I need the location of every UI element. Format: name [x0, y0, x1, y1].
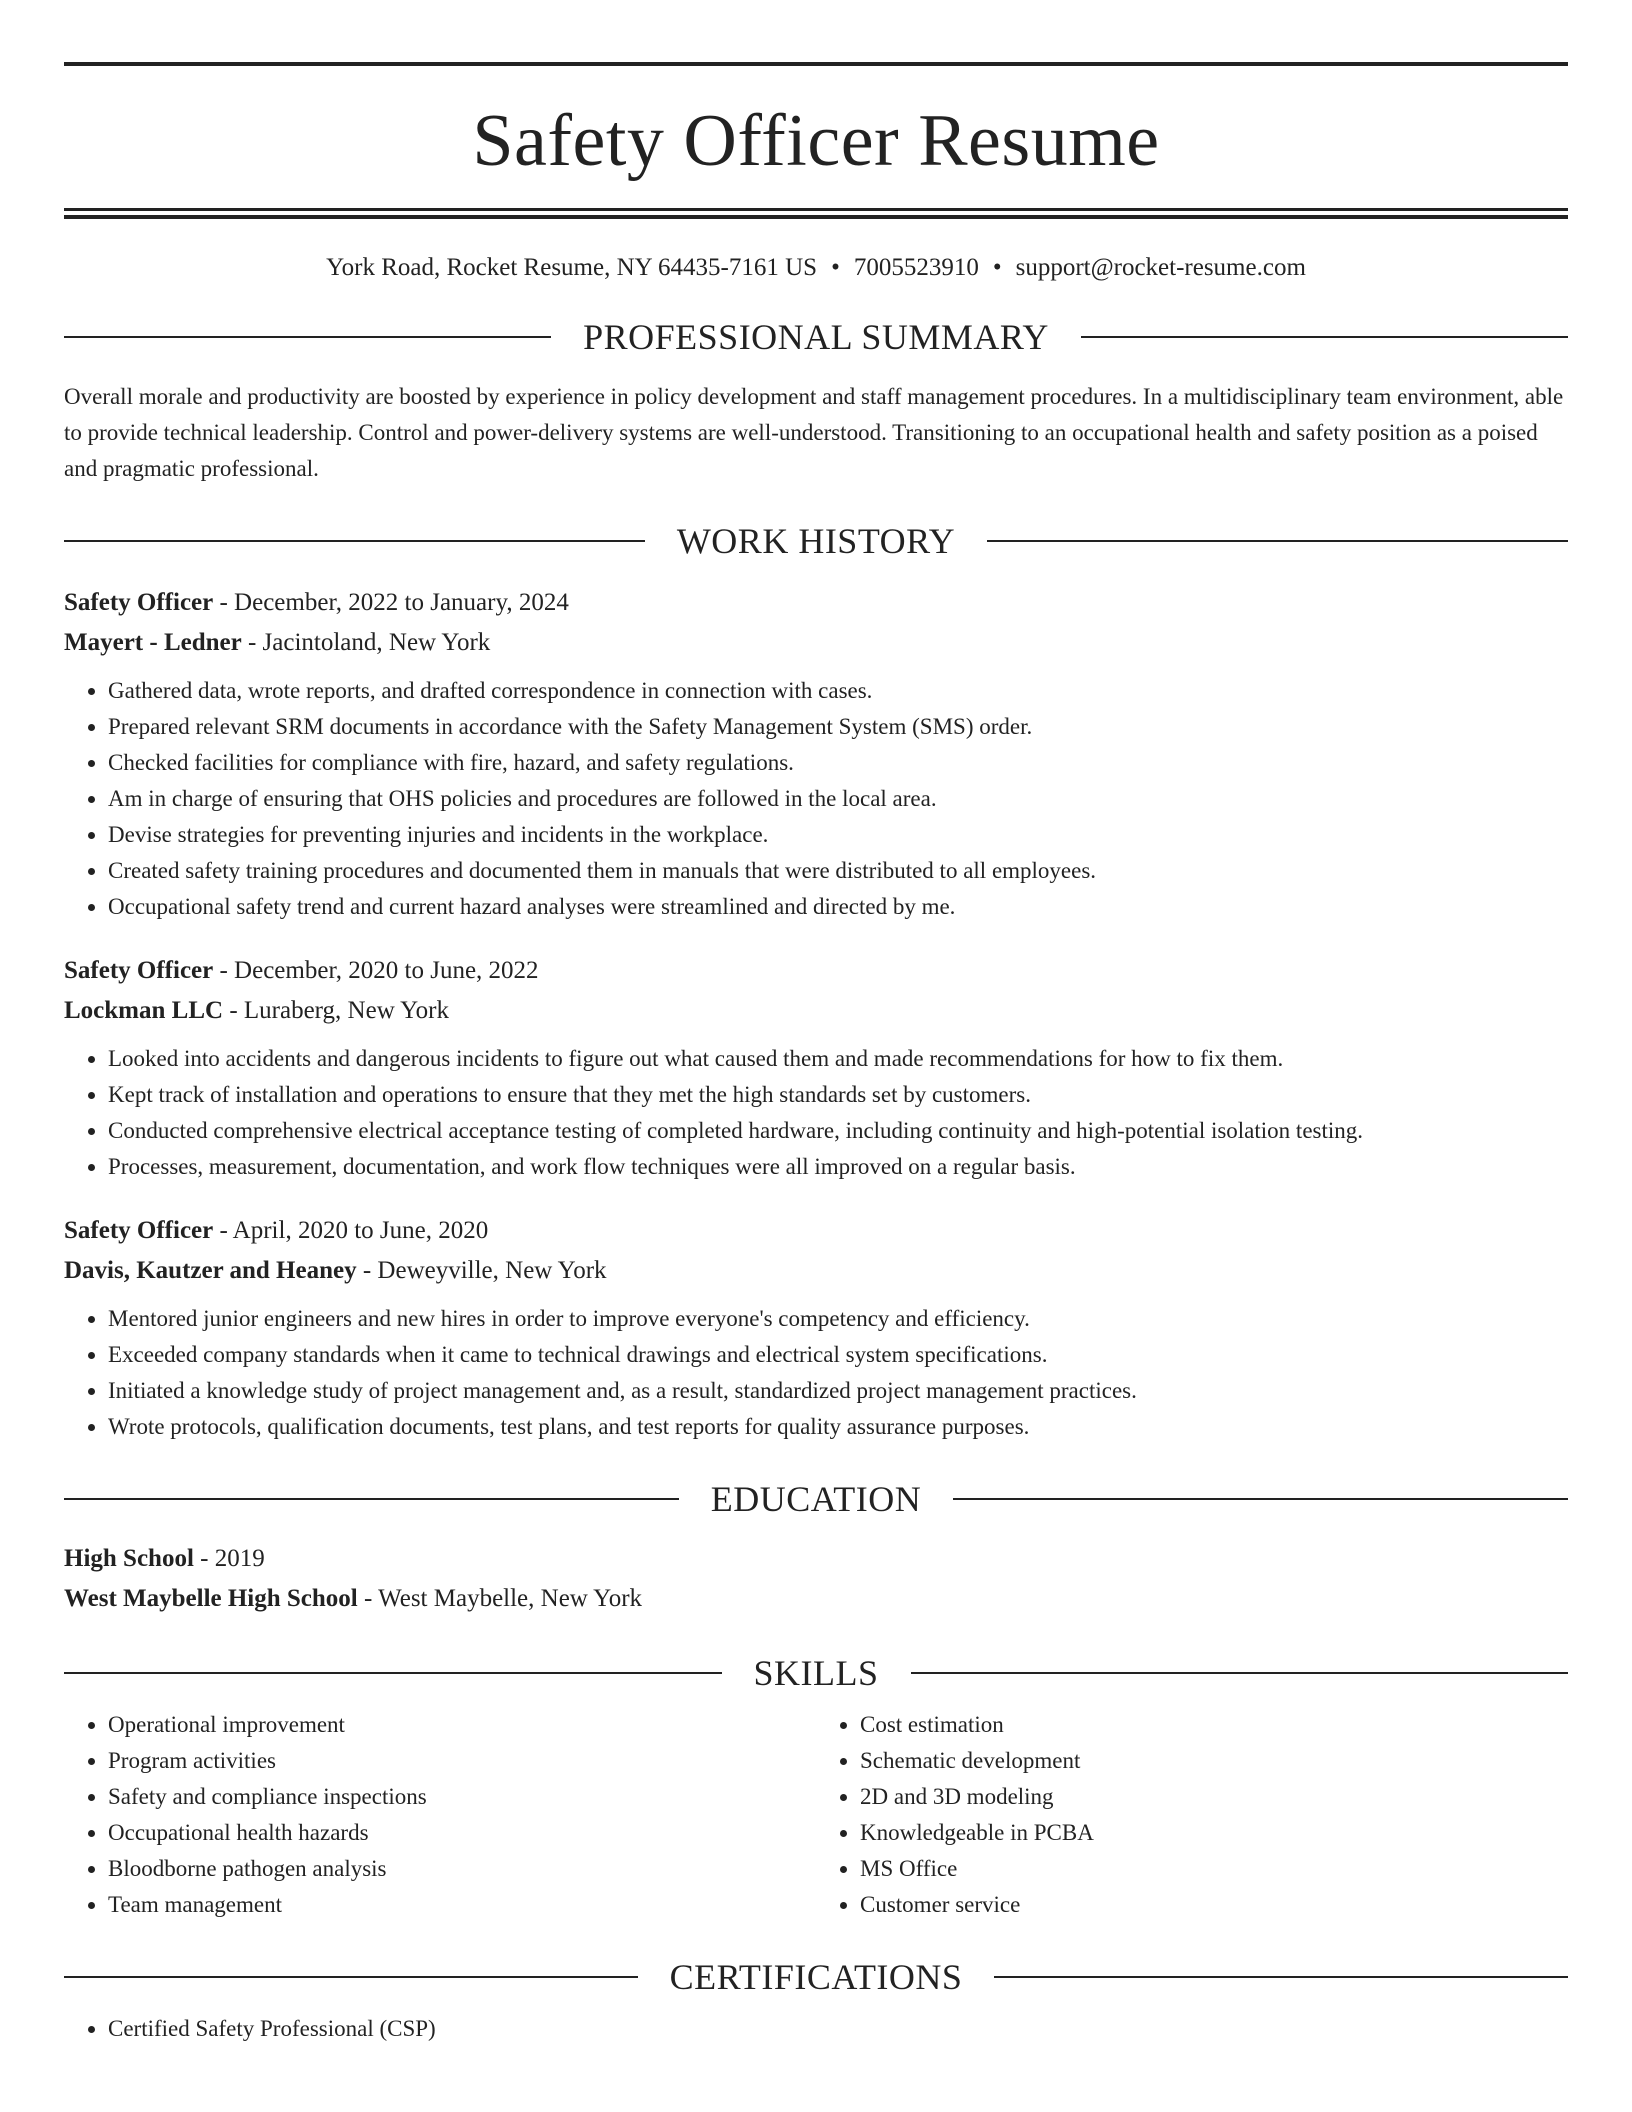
- divider-line: [953, 1498, 1568, 1500]
- section-title: EDUCATION: [710, 1479, 922, 1519]
- job-entry: [64, 583, 1568, 925]
- education-school: West Maybelle High School: [64, 1585, 358, 1612]
- section-header-skills: [64, 1655, 1568, 1691]
- list-item: • Prepared relevant SRM documents in accordance with the Safety Management System (SMS) order.: [108, 709, 1568, 745]
- contact-separator: •: [831, 254, 840, 281]
- job-company-line: [64, 1251, 1568, 1291]
- work-history: [64, 583, 1568, 1445]
- list-item: • Cost estimation: [860, 1707, 1568, 1743]
- job-company: Lockman LLC: [64, 997, 224, 1024]
- list-item: • Am in charge of ensuring that OHS policies and procedures are followed in the local area.: [108, 781, 1568, 817]
- divider-line: [64, 1672, 722, 1674]
- job-company-line: [64, 991, 1568, 1031]
- education-degree-line: [64, 1539, 1568, 1579]
- section-title: WORK HISTORY: [676, 521, 956, 561]
- job-location: - Deweyville, New York: [356, 1257, 607, 1284]
- section-header-summary: [64, 319, 1568, 355]
- divider-line: [994, 1976, 1568, 1978]
- certifications-list: [64, 2011, 1568, 2047]
- contact-line: [64, 253, 1568, 283]
- education-school-line: [64, 1579, 1568, 1619]
- list-item: • Created safety training procedures and documented them in manuals that were distributed to all employees.: [108, 853, 1568, 889]
- title-double-rule: [64, 208, 1568, 219]
- list-item: • Operational improvement: [108, 1707, 816, 1743]
- list-item: • 2D and 3D modeling: [860, 1779, 1568, 1815]
- job-bullets: [64, 1301, 1568, 1445]
- skills-column-right: [816, 1707, 1568, 1923]
- contact-phone: 7005523910: [853, 254, 979, 281]
- page-title: Safety Officer Resume: [472, 100, 1160, 182]
- divider-line: [911, 1672, 1569, 1674]
- list-item: • Exceeded company standards when it came to technical drawings and electrical system specifications.: [108, 1337, 1568, 1373]
- education-entry: [64, 1539, 1568, 1619]
- job-title-line: [64, 583, 1568, 623]
- section-header-work: [64, 523, 1568, 559]
- section-header-certifications: [64, 1959, 1568, 1995]
- list-item: • Conducted comprehensive electrical acceptance testing of completed hardware, including continuity and high-potential isolation testing.: [108, 1113, 1568, 1149]
- list-item: • MS Office: [860, 1851, 1568, 1887]
- section-header-education: [64, 1481, 1568, 1517]
- list-item: • Mentored junior engineers and new hires in order to improve everyone's competency and efficiency.: [108, 1301, 1568, 1337]
- job-location: - Luraberg, New York: [223, 997, 449, 1024]
- list-item: • Bloodborne pathogen analysis: [108, 1851, 816, 1887]
- list-item: • Occupational safety trend and current hazard analyses were streamlined and directed by me.: [108, 889, 1568, 925]
- job-entry: [64, 951, 1568, 1185]
- contact-separator: •: [992, 254, 1002, 281]
- job-dates: - December, 2020 to June, 2022: [213, 957, 539, 984]
- list-item: • Devise strategies for preventing injuries and incidents in the workplace.: [108, 817, 1568, 853]
- job-company: Davis, Kautzer and Heaney: [64, 1257, 357, 1284]
- list-item: • Wrote protocols, qualification documents, test plans, and test reports for quality assurance purposes.: [108, 1409, 1568, 1445]
- divider-line: [64, 1498, 679, 1500]
- job-title-line: [64, 951, 1568, 991]
- divider-line: [64, 1976, 638, 1978]
- divider-line: [64, 540, 645, 542]
- list-item: • Looked into accidents and dangerous incidents to figure out what caused them and made recommendations for how to fix them.: [108, 1041, 1568, 1077]
- job-location: - Jacintoland, New York: [241, 629, 491, 656]
- job-bullets: [64, 1041, 1568, 1185]
- list-item: • Certified Safety Professional (CSP): [108, 2011, 1568, 2047]
- divider-line: [64, 336, 551, 338]
- list-item: • Processes, measurement, documentation, and work flow techniques were all improved on a regular basis.: [108, 1149, 1568, 1185]
- contact-email: support@rocket-resume.com: [1015, 254, 1306, 281]
- list-item: • Safety and compliance inspections: [108, 1779, 816, 1815]
- list-item: • Schematic development: [860, 1743, 1568, 1779]
- list-item: • Occupational health hazards: [108, 1815, 816, 1851]
- job-dates: - December, 2022 to January, 2024: [213, 589, 569, 616]
- divider-line: [1081, 336, 1568, 338]
- job-title: Safety Officer: [64, 957, 214, 984]
- education-degree: High School: [64, 1545, 194, 1572]
- summary-text: Overall morale and productivity are boosted by experience in policy development and staff management procedures. In a multidisciplinary team environment, able to provide technical leadership. Control and power-delivery systems are well-understood. Transitioning to an occupational health and safety position as a poised and pragmatic professional.: [64, 384, 1564, 481]
- skills-list: [64, 1707, 1568, 1923]
- education-location: - West Maybelle, New York: [357, 1585, 643, 1612]
- job-entry: [64, 1211, 1568, 1445]
- list-item: • Team management: [108, 1887, 816, 1923]
- list-item: • Gathered data, wrote reports, and drafted correspondence in connection with cases.: [108, 673, 1568, 709]
- job-dates: - April, 2020 to June, 2020: [213, 1217, 489, 1244]
- education-year: - 2019: [193, 1545, 265, 1572]
- divider-line: [987, 540, 1568, 542]
- section-title: CERTIFICATIONS: [669, 1957, 963, 1997]
- job-title: Safety Officer: [64, 1217, 214, 1244]
- list-item: • Program activities: [108, 1743, 816, 1779]
- list-item: • Knowledgeable in PCBA: [860, 1815, 1568, 1851]
- section-title: SKILLS: [753, 1653, 879, 1693]
- section-title: PROFESSIONAL SUMMARY: [583, 317, 1049, 357]
- job-company: Mayert - Ledner: [64, 629, 242, 656]
- list-item: • Checked facilities for compliance with fire, hazard, and safety regulations.: [108, 745, 1568, 781]
- list-item: • Customer service: [860, 1887, 1568, 1923]
- contact-address: York Road, Rocket Resume, NY 64435-7161 US: [326, 254, 818, 281]
- certifications-bullets: [64, 2011, 1568, 2047]
- job-title: Safety Officer: [64, 589, 214, 616]
- job-company-line: [64, 623, 1568, 663]
- top-rule: [64, 62, 1568, 66]
- job-title-line: [64, 1211, 1568, 1251]
- list-item: • Kept track of installation and operations to ensure that they met the high standards set by customers.: [108, 1077, 1568, 1113]
- job-bullets: [64, 673, 1568, 925]
- list-item: • Initiated a knowledge study of project management and, as a result, standardized project management practices.: [108, 1373, 1568, 1409]
- skills-column-left: [64, 1707, 816, 1923]
